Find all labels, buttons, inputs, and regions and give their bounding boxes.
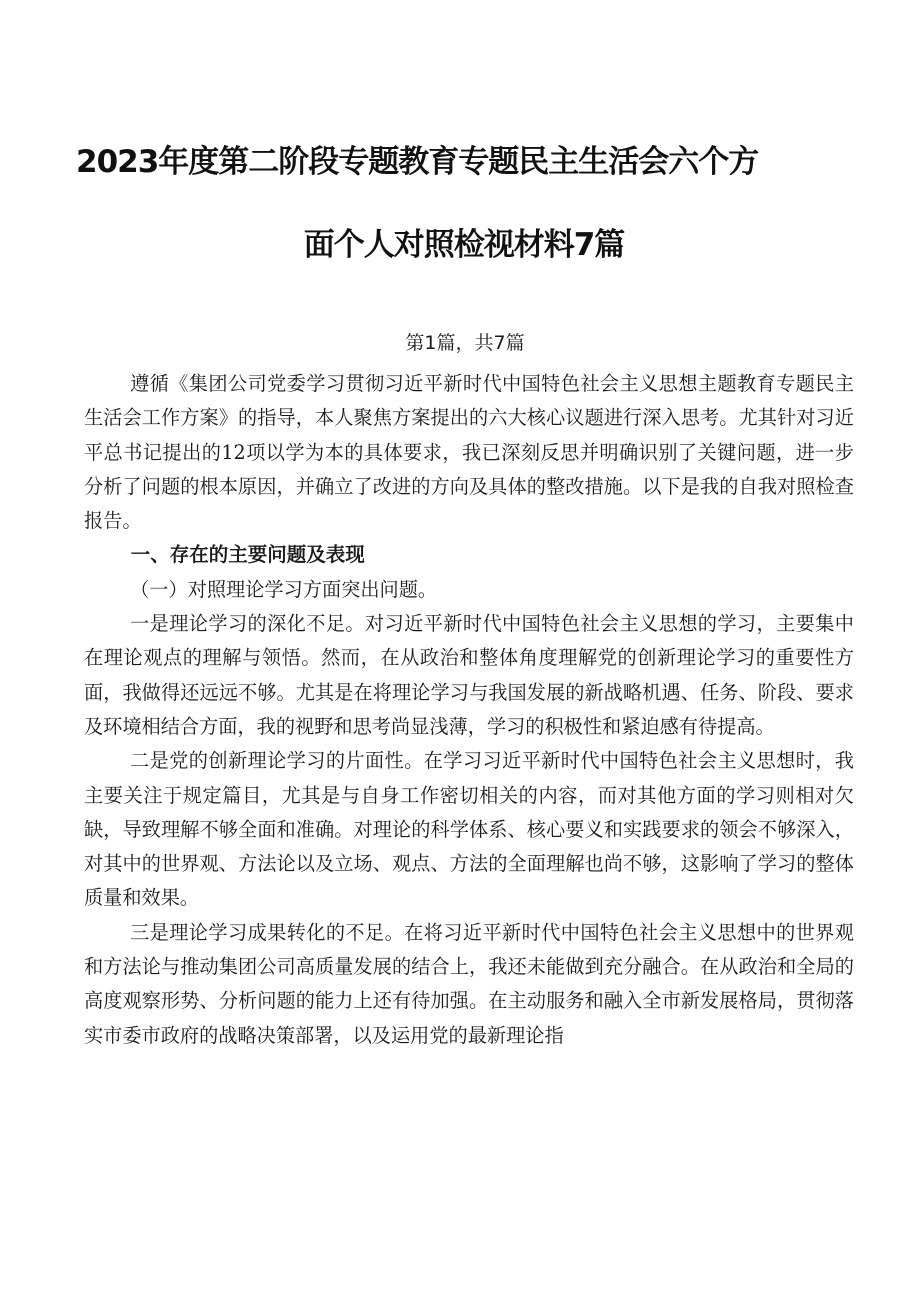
body-paragraph-1: 一是理论学习的深化不足。对习近平新时代中国特色社会主义思想的学习，主要集中在理论观点的理解与领悟。然而，在从政治和整体角度理解党的创新理论学习的重要性方面，我做得还远远不够。尤其是在将理论学习与我国发展的新战略机遇、任务、阶段、要求及环境相结合方面，我的视野和思考尚显浅薄，学习的积极性和紧迫感有待提高。	[84, 612, 854, 738]
body-paragraph-3: 三是理论学习成果转化的不足。在将习近平新时代中国特色社会主义思想中的世界观和方法论与推动集团公司高质量发展的结合上，我还未能做到充分融合。在从政治和全局的高度观察形势、分析问题的能力上还有待加强。在主动服务和融入全市新发展格局，贯彻落实市委市政府的战略决策部署，以及运用党的最新理论指	[84, 920, 854, 1047]
chapter-label: 第1篇，共7篇	[405, 332, 525, 354]
document-body	[84, 367, 854, 1053]
section-heading: 一、存在的主要问题及表现	[130, 543, 365, 567]
subsection-heading: （一）对照理论学习方面突出问题。	[130, 577, 438, 601]
body-paragraph-2: 二是党的创新理论学习的片面性。在学习习近平新时代中国特色社会主义思想时，我主要关注于规定篇目，尤其是与自身工作密切相关的内容，而对其他方面的学习则相对欠缺，导致理解不够全面和准确。对理论的科学体系、核心要义和实践要求的领会不够深入，对其中的世界观、方法论以及立场、观点、方法的全面理解也尚不够，这影响了学习的整体质量和效果。	[84, 749, 854, 910]
document-title-line-2: 面个人对照检视材料7篇	[303, 227, 625, 263]
intro-paragraph: 遵循《集团公司党委学习贯彻习近平新时代中国特色社会主义思想主题教育专题民主生活会工作方案》的指导，本人聚焦方案提出的六大核心议题进行深入思考。尤其针对习近平总书记提出的12项以学为本的具体要求，我已深刻反思并明确识别了关键问题，进一步分析了问题的根本原因，并确立了改进的方向及具体的整改措施。以下是我的自我对照检查报告。	[84, 372, 854, 533]
document-title-line-1: 2023年度第二阶段专题教育专题民主生活会六个方	[76, 144, 759, 180]
